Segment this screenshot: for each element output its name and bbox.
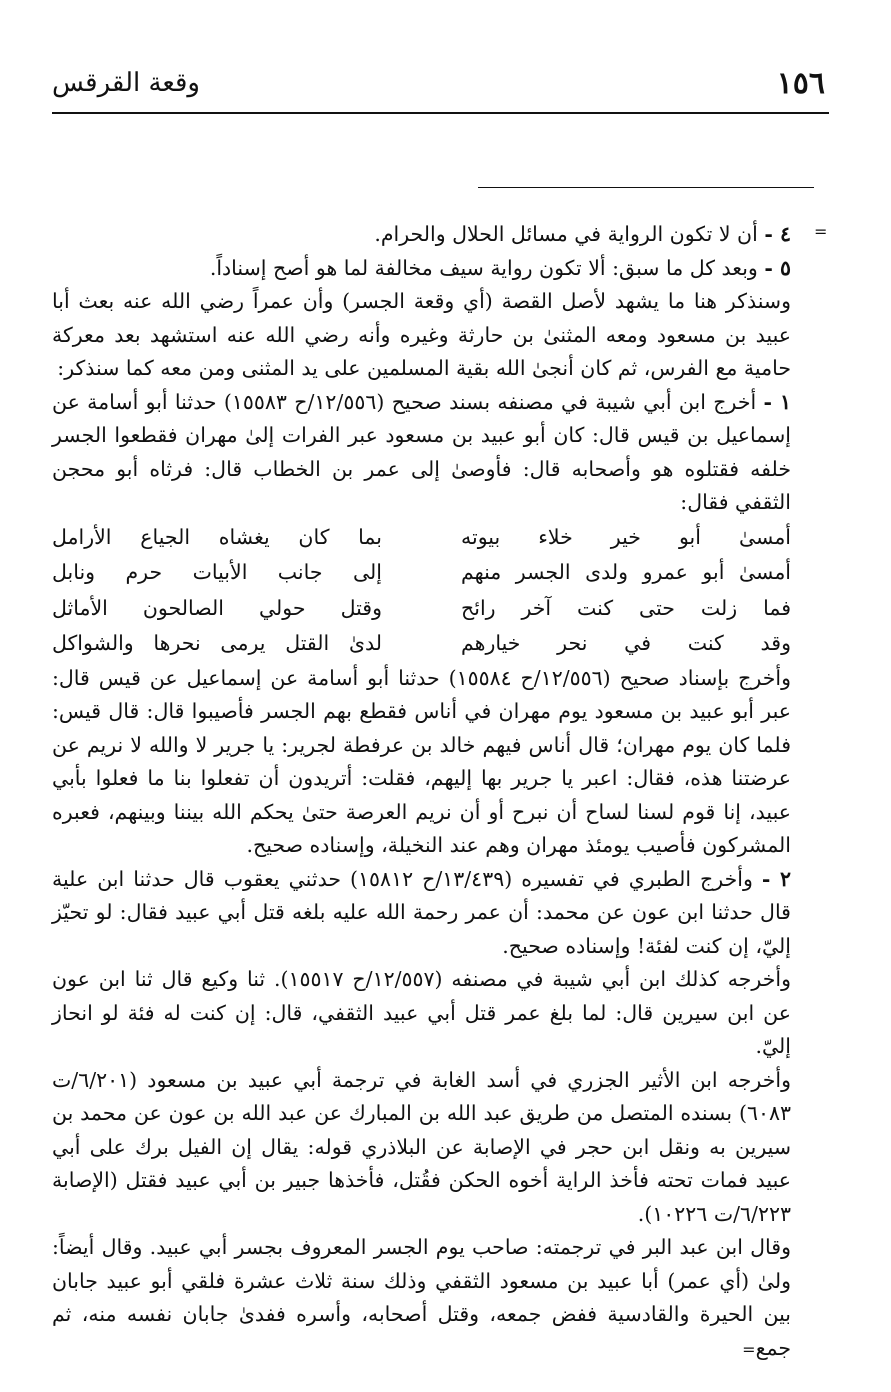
paragraph-text: وأخرجه كذلك ابن أبي شيبة في مصنفه (١٢/٥٥٧/ح ١٥٥١٧). ثنا وكيع قال ثنا ابن عون عن ابن سيرين قال: لما بلغ عمر قتل أبي عبيد الثقفي، قال: إن كنت له فئة لو انحاز إليّ.: [52, 967, 792, 1058]
item-number: ٤ -: [764, 222, 791, 246]
poem: [52, 520, 791, 662]
paragraph: [52, 252, 791, 286]
header-rule: [52, 112, 829, 114]
poem-verse: [52, 626, 791, 662]
paragraph-text: وسنذكر هنا ما يشهد لأصل القصة (أي وقعة الجسر) وأن عمراً رضي الله عنه بعث أبا عبيد بن مسعود ومعه المثنىٰ بن حارثة وغيره وأنه رضي الله عنه استشهد بعد معركة حامية مع الفرس، ثم كان أنجىٰ الله بقية المسلمين على يد المثنى ومن معه كما سنذكر:: [52, 289, 791, 380]
verse-first-hemistich: وقد كنت في نحر خيارهم: [461, 631, 791, 655]
paragraph: [52, 963, 791, 1064]
paragraph-text: وبعد كل ما سبق: ألا تكون رواية سيف مخالفة لما هو أصح إسناداً.: [209, 255, 765, 280]
verse-second-hemistich: لدىٰ القتل يرمى نحرها والشواكل: [52, 631, 382, 655]
poem-verse: [52, 555, 791, 591]
paragraph: [52, 386, 791, 520]
paragraph-text: وأخرجه ابن الأثير الجزري في أسد الغابة في ترجمة أبي عبيد بن مسعود (٦/٢٠١/ت ٦٠٨٣) بسنده المتصل من طريق عبد الله بن المبارك عن عبد الله بن عون عن محمد بن سيرين به ونقل ابن حجر في الإصابة عن البلاذري قوله: يقال إن الفيل برك على أبي عبيد فمات تحته فأخذ الراية أخوه الحكن فقُتل، فأخذها جبير بن أبي عبيد فقتل (الإصابة ٦/٢٢٣/ت ١٠٢٢٦).: [52, 1067, 791, 1226]
poem-verse: [52, 520, 791, 556]
paragraph: [52, 662, 791, 863]
paragraph-text: وأخرج الطبري في تفسيره (١٣/٤٣٩/ح ١٥٨١٢) حدثني يعقوب قال حدثنا ابن علية قال حدثنا ابن عون عن محمد: أن عمر رحمة الله عليه بلغه قتل أبي عبيد فقال: لو تحيّز إليّ، إن كنت لفئة! وإسناده صحيح.: [52, 866, 791, 958]
item-number: ١ -: [763, 389, 792, 414]
paragraph: [52, 1064, 791, 1232]
verse-first-hemistich: أمسىٰ أبو عمرو ولدى الجسر منهم: [461, 560, 791, 584]
poem-verse: [52, 591, 791, 627]
continuation-mark: =: [814, 222, 828, 241]
footnote-separator: [478, 187, 814, 188]
footnote-body: [52, 218, 791, 1366]
paragraph: [52, 285, 791, 386]
paragraph-text: وقال ابن عبد البر في ترجمته: صاحب يوم الجسر المعروف بجسر أبي عبيد. وقال أيضاً: ولىٰ (أي عمر) أبا عبيد بن مسعود الثقفي وذلك سنة ثلاث عشرة فلقي أبو عبيد جابان بين الحيرة والقادسية ففض جمعه، وقتل أصحابه، وأسره ففدىٰ جابان نفسه منه، ثم جمع: [52, 1235, 791, 1360]
paragraph: [52, 1231, 791, 1366]
page-header: [52, 66, 825, 110]
paragraph-text: أخرج ابن أبي شيبة في مصنفه بسند صحيح (١٢/٥٥٦/ح ١٥٥٨٣) حدثنا أبو أسامة عن إسماعيل بن قيس قال: كان أبو عبيد بن مسعود عبر الفرات إلىٰ مهران فقطعوا الجسر خلفه فقتلوه هو وأصحابه قال: فأوصىٰ إلى عمر بن الخطاب قال: فرثاه أبو محجن الثقفي فقال:: [52, 389, 791, 514]
running-title: وقعة القرقس: [52, 68, 200, 98]
item-number: ٢ -: [761, 866, 792, 891]
item-number: ٥ -: [764, 255, 791, 280]
paragraph: [52, 218, 791, 252]
page-number: ١٥٦: [776, 66, 825, 101]
verse-second-hemistich: إلى جانب الأبيات حرم ونابل: [52, 560, 382, 584]
verse-second-hemistich: بما كان يغشاه الجياع الأرامل: [52, 524, 382, 549]
paragraph: [52, 863, 791, 964]
verse-first-hemistich: أمسىٰ أبو خير خلاء بيوته: [461, 524, 791, 549]
verse-second-hemistich: وقتل حولي الصالحون الأماثل: [52, 595, 382, 620]
paragraph-text: وأخرج بإسناد صحيح (١٢/٥٥٦/ح ١٥٥٨٤) حدثنا أبو أسامة عن إسماعيل عن قيس قال: عبر أبو عبيد بن مسعود يوم مهران في أناس فقطع بهم الجسر فأصيبوا قال: قال قيس: فلما كان يوم مهران؛ قال أناس فيهم خالد بن عرفطة لجرير: يا جرير لا والله لا نريم عن عرضتنا هذه، فقال: اعبر يا جرير بها إليهم، فقلت: أتريدون أن تفعلوا بنا ما فعلوا بأبي عبيد، إنا قوم لسنا لساح أن نبرح أو أن نريم العرصة حتىٰ يحكم الله بيننا وبينهم، فعبره المشركون فأصيب يومئذ مهران وهم عند النخيلة، وإسناده صحيح.: [52, 665, 791, 857]
paragraph-text: أن لا تكون الرواية في مسائل الحلال والحرام.: [374, 222, 765, 246]
end-continuation-mark: =: [742, 1339, 756, 1359]
verse-first-hemistich: فما زلت حتى كنت آخر رائح: [461, 595, 791, 620]
